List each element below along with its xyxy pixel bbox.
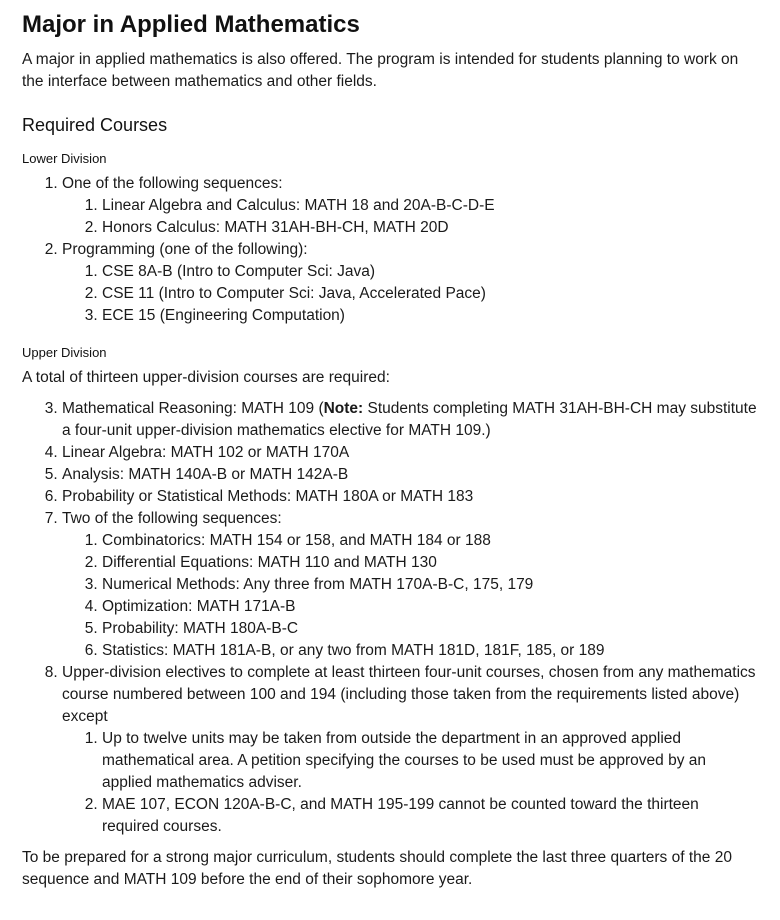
list-item: 2. Honors Calculus: MATH 31AH-BH-CH, MATH 20D xyxy=(102,217,758,239)
list-item: 6. Statistics: MATH 181A-B, or any two from MATH 181D, 181F, 185, or 189 xyxy=(102,640,758,662)
lower-division-list xyxy=(22,173,758,327)
list-item: 2. Programming (one of the following): 1. CSE 8A-B (Intro to Computer Sci: Java) 2. CSE 11 (Intro to Computer Sci: Java, Accelerated Pace) 3. ECE 15 (Engineering Computation) xyxy=(62,239,758,327)
list-item: 1. CSE 8A-B (Intro to Computer Sci: Java) xyxy=(102,261,758,283)
lower-division-heading: Lower Division xyxy=(22,151,107,166)
sub-list xyxy=(62,195,758,239)
page-title: Major in Applied Mathematics xyxy=(22,11,360,38)
sub-list xyxy=(62,728,758,838)
list-item: 2. CSE 11 (Intro to Computer Sci: Java, Accelerated Pace) xyxy=(102,283,758,305)
list-item: 3. Mathematical Reasoning: MATH 109 (Note: Students completing MATH 31AH-BH-CH may substitute a four-unit upper-division mathematics elective for MATH 109.) xyxy=(62,398,758,442)
list-item: 7. Two of the following sequences: 1. Combinatorics: MATH 154 or 158, and MATH 184 or 188 2. Differential Equations: MATH 110 and MATH 130 3. Numerical Methods: Any three from MATH 170A-B-C, 175, 179 4. Optimization: MATH 171A-B 5. Probability: MATH 180A-B-C 6. Statistics: MATH 181A-B, or any two from MATH 181D, 181F, 185, or 189 xyxy=(62,508,758,662)
list-item: 1. Linear Algebra and Calculus: MATH 18 and 20A-B-C-D-E xyxy=(102,195,758,217)
closing-paragraph: To be prepared for a strong major curriculum, students should complete the last three quarters of the 20 sequence and MATH 109 before the end of their sophomore year. xyxy=(22,849,732,888)
upper-division-intro: A total of thirteen upper-division courses are required: xyxy=(22,369,390,386)
list-item: 1. Up to twelve units may be taken from outside the department in an approved applied mathematical area. A petition specifying the courses to be used must be approved by an applied mathematics adviser. xyxy=(102,728,758,794)
required-courses-heading: Required Courses xyxy=(22,115,168,135)
sub-list xyxy=(62,261,758,327)
upper-division-list xyxy=(22,398,758,838)
list-item: 1. One of the following sequences: 1. Linear Algebra and Calculus: MATH 18 and 20A-B-C-D-E 2. Honors Calculus: MATH 31AH-BH-CH, MATH 20D xyxy=(62,173,758,239)
list-item: 2. MAE 107, ECON 120A-B-C, and MATH 195-199 cannot be counted toward the thirteen required courses. xyxy=(102,794,758,838)
note-label: Note: xyxy=(323,400,364,417)
list-item: 3. Numerical Methods: Any three from MATH 170A-B-C, 175, 179 xyxy=(102,574,758,596)
list-item: 4. Linear Algebra: MATH 102 or MATH 170A xyxy=(62,442,758,464)
intro-paragraph: A major in applied mathematics is also offered. The program is intended for students planning to work on the interface between mathematics and other fields. xyxy=(22,51,739,90)
list-item: 3. ECE 15 (Engineering Computation) xyxy=(102,305,758,327)
upper-division-heading: Upper Division xyxy=(22,345,107,360)
list-item: 6. Probability or Statistical Methods: MATH 180A or MATH 183 xyxy=(62,486,758,508)
list-item: 4. Optimization: MATH 171A-B xyxy=(102,596,758,618)
list-item: 1. Combinatorics: MATH 154 or 158, and MATH 184 or 188 xyxy=(102,530,758,552)
sub-list xyxy=(62,530,758,662)
list-item: 5. Probability: MATH 180A-B-C xyxy=(102,618,758,640)
list-item: 2. Differential Equations: MATH 110 and MATH 130 xyxy=(102,552,758,574)
list-item: 5. Analysis: MATH 140A-B or MATH 142A-B xyxy=(62,464,758,486)
list-item: 8. Upper-division electives to complete at least thirteen four-unit courses, chosen from any mathematics course numbered between 100 and 194 (including those taken from the requirements listed above) except 1. Up to twelve units may be taken from outside the department in an approved applied mathematical area. A petition specifying the courses to be used must be approved by an applied mathematics adviser. 2. MAE 107, ECON 120A-B-C, and MATH 195-199 cannot be counted toward the thirteen required courses. xyxy=(62,662,758,838)
